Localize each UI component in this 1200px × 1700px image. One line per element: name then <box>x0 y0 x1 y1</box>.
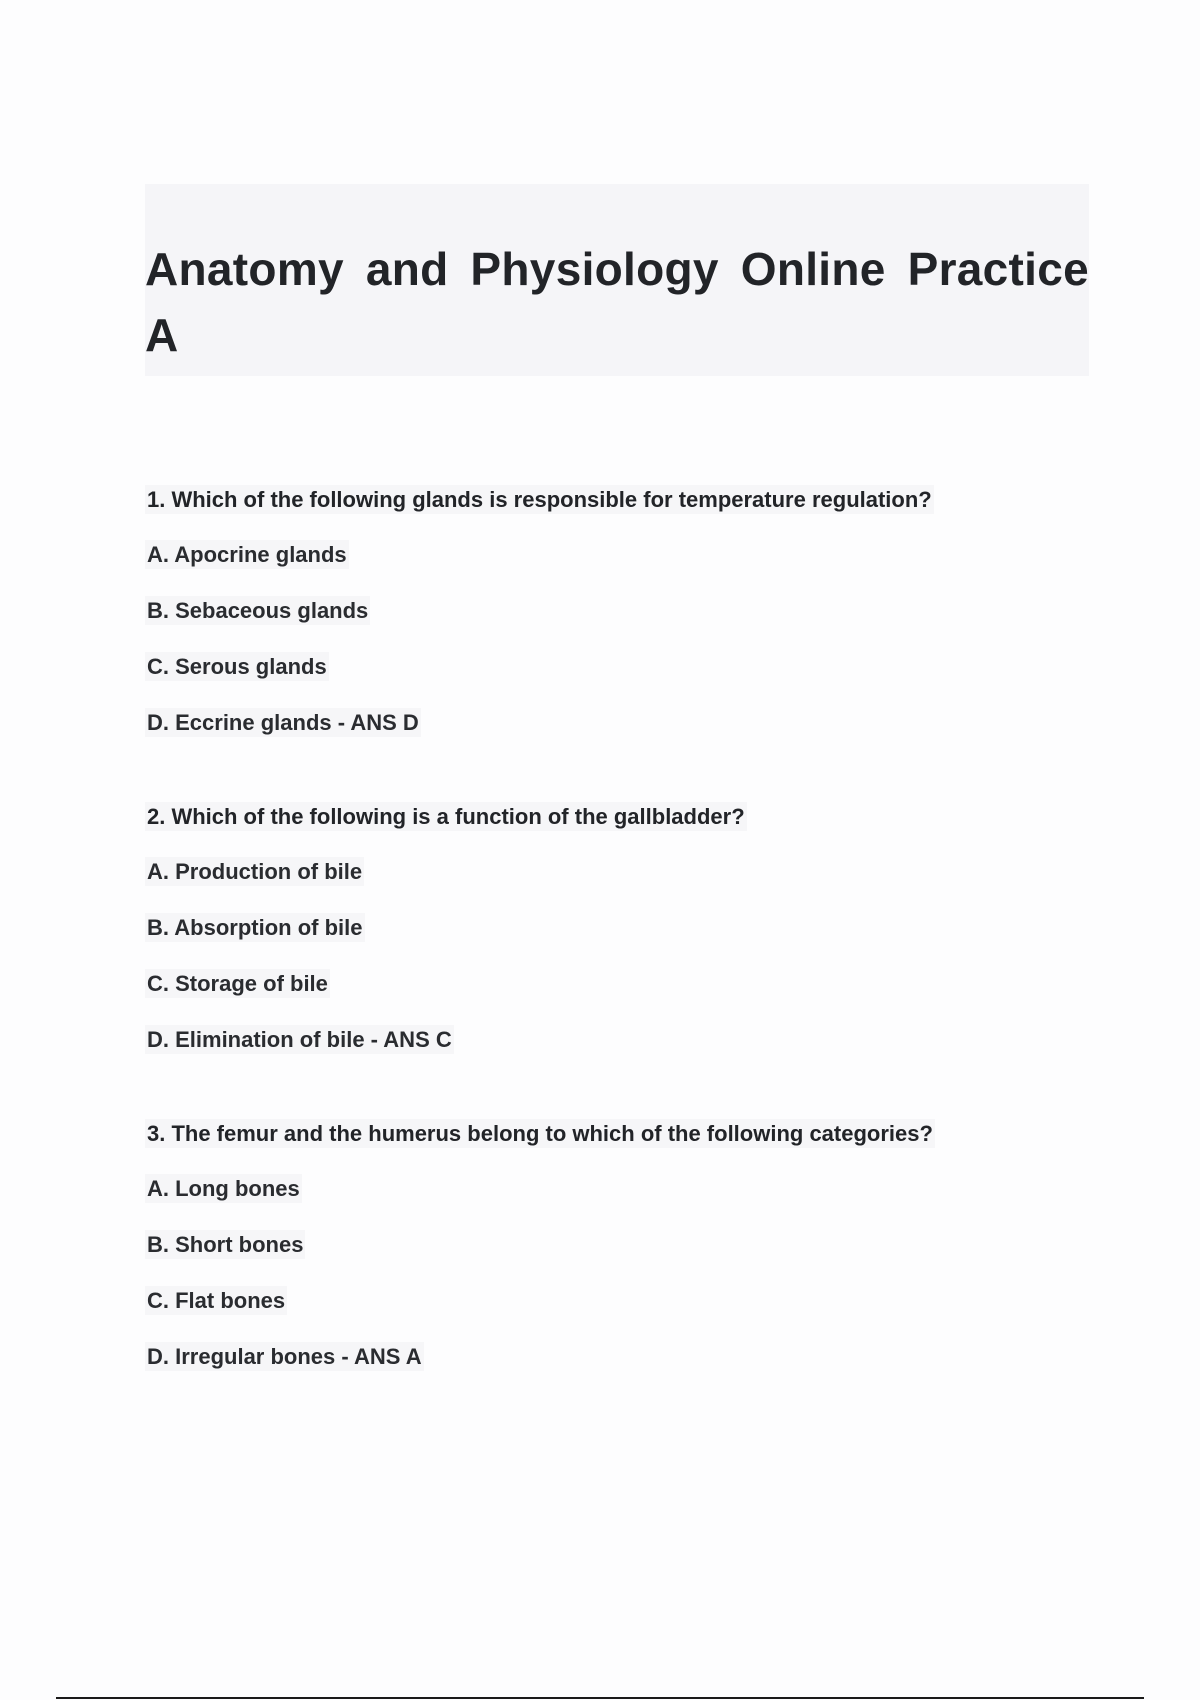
document-title: Anatomy and Physiology Online Practice A <box>145 243 1089 361</box>
option-d-with-answer: D. Irregular bones - ANS A <box>147 1344 422 1369</box>
question-text: 1. Which of the following glands is responsible for temperature regulation? <box>147 487 932 512</box>
question-text: 3. The femur and the humerus belong to which of the following categories? <box>147 1121 933 1146</box>
page-bottom-divider <box>56 1697 1144 1699</box>
question-list <box>145 480 1089 1377</box>
question-1 <box>145 480 1089 743</box>
option-a: A. Production of bile <box>147 859 363 884</box>
question-text: 2. Which of the following is a function of the gallbladder? <box>147 804 745 829</box>
option-a: A. Long bones <box>147 1176 300 1201</box>
option-d-with-answer: D. Elimination of bile - ANS C <box>147 1027 452 1052</box>
question-2 <box>145 797 1089 1060</box>
question-3 <box>145 1114 1089 1377</box>
option-b: B. Sebaceous glands <box>147 598 369 623</box>
option-b: B. Absorption of bile <box>147 915 363 940</box>
option-c: C. Serous glands <box>147 654 327 679</box>
option-c: C. Flat bones <box>147 1288 286 1313</box>
option-d-with-answer: D. Eccrine glands - ANS D <box>147 710 419 735</box>
option-b: B. Short bones <box>147 1232 304 1257</box>
option-a: A. Apocrine glands <box>147 542 347 567</box>
option-c: C. Storage of bile <box>147 971 328 996</box>
title-banner <box>145 184 1089 376</box>
